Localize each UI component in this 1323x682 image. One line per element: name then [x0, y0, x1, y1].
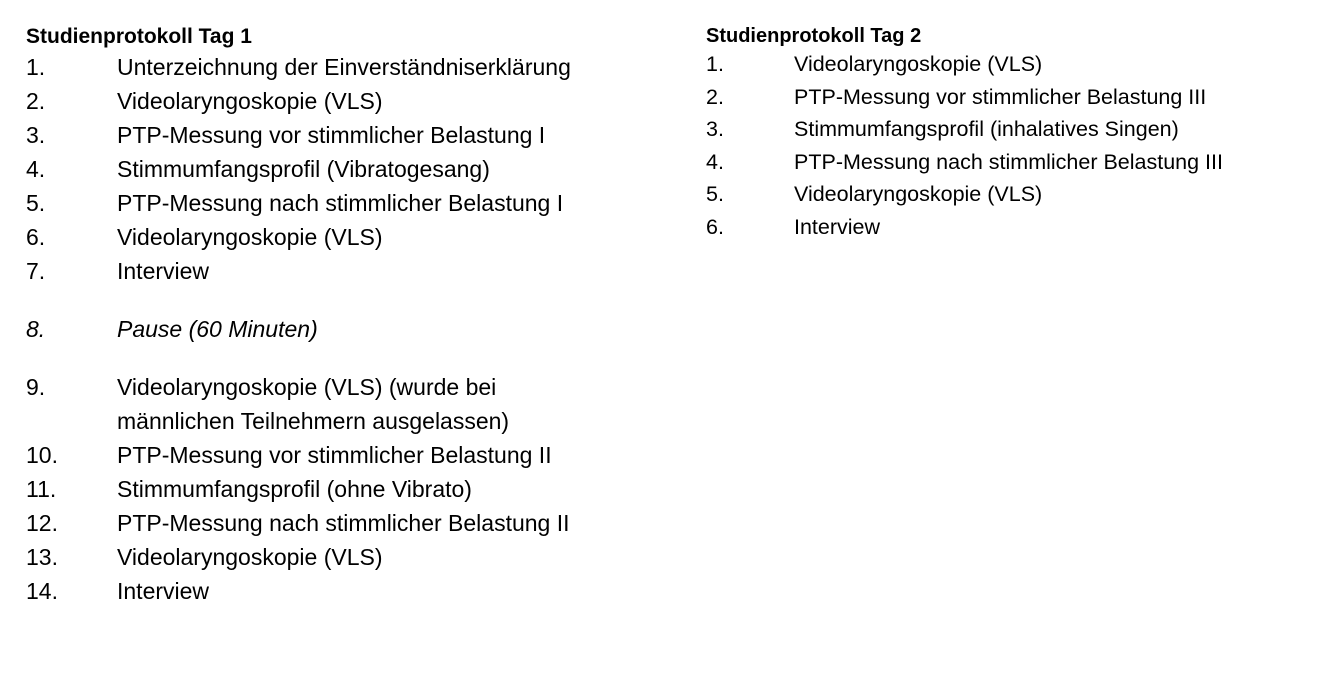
- step-number: 1.: [26, 54, 46, 80]
- step-text: PTP-Messung vor stimmlicher Belastung II: [117, 442, 552, 468]
- step-number: 7.: [26, 258, 46, 284]
- step-text: Interview: [794, 214, 881, 239]
- day1-step: [26, 438, 666, 472]
- day1-step: [26, 84, 666, 118]
- step-number: 14.: [26, 578, 58, 604]
- step-text: Stimmumfangsprofil (Vibratogesang): [117, 156, 490, 182]
- step-number: 11.: [26, 476, 57, 502]
- step-number: 12.: [26, 510, 58, 536]
- step-number: 9.: [26, 374, 46, 400]
- step-number: 4.: [706, 149, 724, 174]
- day2-step: [706, 178, 1316, 211]
- step-number: 10.: [26, 442, 58, 468]
- step-text: Videolaryngoskopie (VLS): [794, 52, 1043, 76]
- step-text: Interview: [117, 258, 210, 284]
- step-number: 13.: [26, 544, 58, 570]
- step-number: 6.: [706, 214, 724, 239]
- day1-step: [26, 118, 666, 152]
- day1-step-pause: [26, 312, 666, 346]
- protocol-day1: [26, 24, 666, 608]
- step-text: Interview: [117, 578, 210, 604]
- step-text: PTP-Messung nach stimmlicher Belastung I: [117, 190, 564, 216]
- step-text: Unterzeichnung der Einverständniserklärung: [117, 54, 571, 80]
- step-number: 5.: [26, 190, 46, 216]
- day2-heading: Studienprotokoll Tag 2: [706, 25, 922, 47]
- day1-step: [26, 472, 666, 506]
- day1-step: [26, 152, 666, 186]
- step-text: PTP-Messung nach stimmlicher Belastung II: [117, 510, 570, 536]
- day1-step: [26, 506, 666, 540]
- step-number: 2.: [706, 84, 724, 109]
- step-number: 4.: [26, 156, 46, 182]
- step-text: Videolaryngoskopie (VLS) (wurde bei männlichen Teilnehmern ausgelassen): [117, 374, 510, 434]
- step-text: Videolaryngoskopie (VLS): [794, 182, 1043, 206]
- day1-step: [26, 254, 666, 288]
- day1-heading: Studienprotokoll Tag 1: [26, 25, 252, 48]
- day1-step: [26, 540, 666, 574]
- step-number: 3.: [706, 117, 724, 141]
- day1-step: [26, 220, 666, 254]
- day1-step: [26, 186, 666, 220]
- step-number: 3.: [26, 122, 46, 148]
- step-text: Videolaryngoskopie (VLS): [117, 224, 383, 250]
- day2-step: [706, 81, 1316, 114]
- day2-step: [706, 48, 1316, 81]
- step-number: 8.: [26, 316, 46, 342]
- day1-step-list: [26, 50, 666, 608]
- day1-step: [26, 574, 666, 608]
- day1-step: [26, 370, 666, 438]
- step-text: Videolaryngoskopie (VLS): [117, 88, 383, 114]
- step-number: 2.: [26, 88, 46, 114]
- day2-step: [706, 146, 1316, 179]
- step-text: Pause (60 Minuten): [117, 316, 318, 342]
- step-text: Stimmumfangsprofil (ohne Vibrato): [117, 476, 472, 502]
- day2-step-list: [706, 48, 1316, 243]
- step-text: PTP-Messung nach stimmlicher Belastung III: [794, 149, 1223, 174]
- step-number: 6.: [26, 224, 46, 250]
- protocol-day2: [706, 24, 1316, 243]
- step-text: Videolaryngoskopie (VLS): [117, 544, 383, 570]
- step-number: 1.: [706, 52, 724, 76]
- day2-step: [706, 211, 1316, 244]
- step-text: PTP-Messung vor stimmlicher Belastung III: [794, 84, 1207, 109]
- step-text: Stimmumfangsprofil (inhalatives Singen): [794, 117, 1179, 141]
- step-text: PTP-Messung vor stimmlicher Belastung I: [117, 122, 546, 148]
- day1-step: [26, 50, 666, 84]
- step-number: 5.: [706, 182, 724, 206]
- day2-step: [706, 113, 1316, 146]
